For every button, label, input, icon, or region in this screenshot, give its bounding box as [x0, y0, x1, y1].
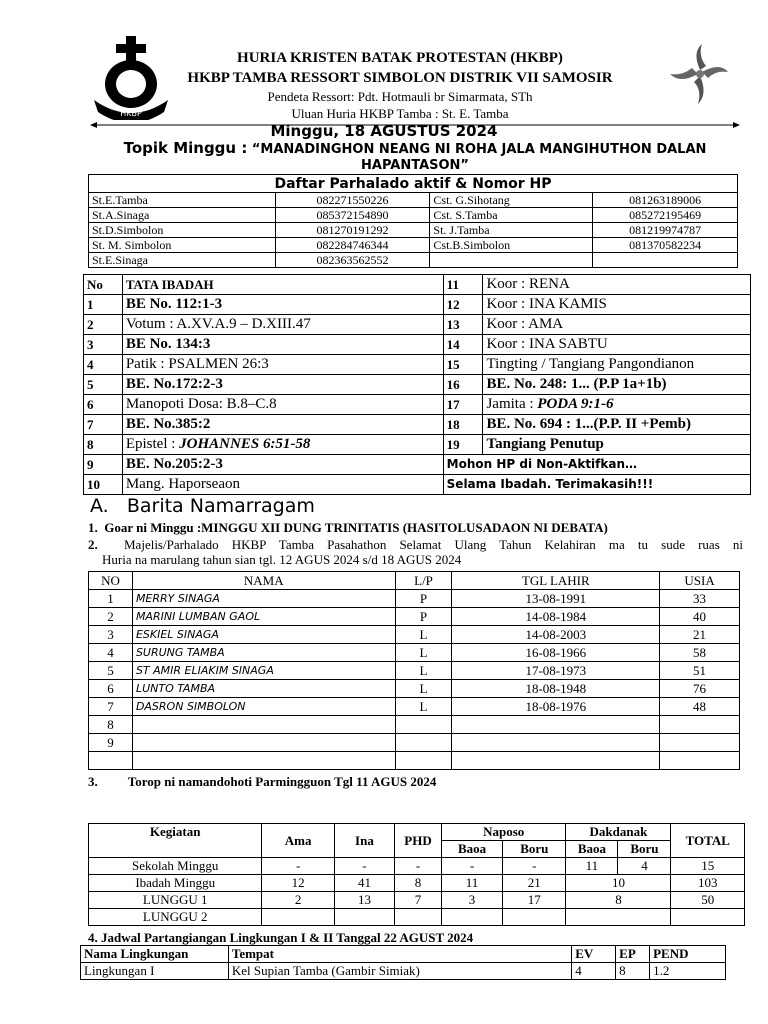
table-row — [84, 435, 751, 455]
table-row — [89, 858, 745, 875]
cell: LUNTO TAMBA — [132, 680, 395, 698]
cell: 21 — [660, 626, 740, 644]
topic-line — [90, 140, 740, 174]
cell: 14-08-1984 — [452, 608, 660, 626]
item-text: BE. No. 248: 1... (P.P 1a+1b) — [483, 375, 751, 395]
cell: Sekolah Minggu — [89, 858, 262, 875]
table-row — [84, 335, 751, 355]
table-row — [89, 716, 740, 734]
torop-text: Torop ni namandohoti Parmingguon Tgl 11 AGUS 2024 — [127, 774, 437, 789]
cell: 7 — [89, 698, 133, 716]
cell: P — [395, 608, 452, 626]
table-row — [89, 662, 740, 680]
cell: 58 — [660, 644, 740, 662]
column-header: Boru — [503, 841, 566, 858]
pendeta-line: Pendeta Ressort: Pdt. Hotmauli br Simarmata, STh — [267, 89, 533, 104]
item-no: 2 — [84, 315, 123, 335]
item-no: 10 — [84, 475, 123, 495]
topic-label: Topik Minggu : — [123, 139, 248, 157]
item-text: Koor : INA KAMIS — [483, 295, 751, 315]
epistel-label: Epistel : — [125, 436, 180, 452]
cell: 2 — [262, 892, 334, 909]
cell: 18-08-1948 — [452, 680, 660, 698]
cell: 21 — [503, 875, 566, 892]
cell: 8 — [616, 963, 650, 980]
cell: 17-08-1973 — [452, 662, 660, 680]
item-no: 6 — [84, 395, 123, 415]
cell: 13-08-1991 — [452, 590, 660, 608]
cell: L — [395, 680, 452, 698]
item-no: 12 — [443, 295, 483, 315]
item-no: 4 — [84, 355, 123, 375]
cell: 081270191292 — [275, 223, 430, 238]
cell: 13 — [334, 892, 394, 909]
cell: 9 — [89, 734, 133, 752]
cell: 085272195469 — [593, 208, 738, 223]
cell: 082271550226 — [275, 193, 430, 208]
table-header-row — [89, 572, 740, 590]
table-row — [89, 909, 745, 926]
cell: 103 — [671, 875, 745, 892]
cell: 1.2 — [650, 963, 726, 980]
item-no: 1 — [84, 295, 123, 315]
parhalado-table — [88, 174, 738, 268]
item-no: 18 — [443, 415, 483, 435]
cell: St.E.Sinaga — [89, 253, 276, 268]
cell — [452, 734, 660, 752]
birthday-table — [88, 571, 740, 770]
cell: L — [395, 644, 452, 662]
cell: SURUNG TAMBA — [132, 644, 395, 662]
table-row — [84, 375, 751, 395]
cell: - — [441, 858, 502, 875]
cell — [132, 716, 395, 734]
table-row — [84, 355, 751, 375]
cell — [503, 909, 566, 926]
table-header-row — [81, 946, 726, 963]
item-text: BE No. 134:3 — [122, 335, 443, 355]
cell: 50 — [671, 892, 745, 909]
item-text: Tangiang Penutup — [483, 435, 751, 455]
cell — [132, 752, 395, 770]
cell — [660, 752, 740, 770]
cell: Cst. G.Sihotang — [430, 193, 593, 208]
majelis-paragraph — [88, 537, 743, 567]
cell — [395, 716, 452, 734]
jamita-verse: PODA 9:1-6 — [537, 396, 614, 412]
majelis-text-1: Majelis/Parhalado HKBP Tamba Pasahathon Selamat Ulang Tahun Kelahiran ma tu sude ruas ni — [124, 537, 743, 552]
cell — [441, 909, 502, 926]
cell: Lingkungan I — [81, 963, 229, 980]
cell — [671, 909, 745, 926]
cell: 8 — [566, 892, 671, 909]
cell: 1 — [89, 590, 133, 608]
section-letter: A. — [90, 495, 109, 517]
torop-line — [88, 774, 436, 790]
cell: 082284746344 — [275, 238, 430, 253]
item-no: 5 — [84, 375, 123, 395]
table-row — [89, 626, 740, 644]
table-row — [84, 415, 751, 435]
column-header: NAMA — [132, 572, 395, 590]
cell: Cst.B.Simbolon — [430, 238, 593, 253]
item-no: 16 — [443, 375, 483, 395]
cell: L — [395, 662, 452, 680]
table-row — [89, 223, 738, 238]
cell: St.E.Tamba — [89, 193, 276, 208]
cell — [89, 752, 133, 770]
cell: LUNGGU 2 — [89, 909, 262, 926]
cell: ST AMIR ELIAKIM SINAGA — [132, 662, 395, 680]
item-no: 3 — [84, 335, 123, 355]
table-row — [84, 395, 751, 415]
church-subtitle: HKBP TAMBA RESSORT SIMBOLON DISTRIK VII SAMOSIR — [187, 70, 613, 86]
item-no: 19 — [443, 435, 483, 455]
cell: 76 — [660, 680, 740, 698]
column-header: Ama — [262, 824, 334, 858]
item-text: BE. No.172:2-3 — [122, 375, 443, 395]
table-row — [89, 734, 740, 752]
item-no: 8 — [84, 435, 123, 455]
table-row — [84, 275, 751, 295]
table-row — [89, 698, 740, 716]
cell: 33 — [660, 590, 740, 608]
column-header: PHD — [395, 824, 442, 858]
cell: 11 — [566, 858, 618, 875]
cell: 17 — [503, 892, 566, 909]
service-date: Minggu, 18 AGUSTUS 2024 — [270, 122, 498, 140]
cell — [452, 752, 660, 770]
goar-line — [88, 520, 608, 536]
jadwal-title: 4. Jadwal Partangiangan Lingkungan I & II Tanggal 22 AGUST 2024 — [88, 930, 474, 945]
cell: St.A.Sinaga — [89, 208, 276, 223]
item-text: Patik : PSALMEN 26:3 — [122, 355, 443, 375]
item-no: 11 — [443, 275, 483, 295]
column-header: EP — [616, 946, 650, 963]
cell: 11 — [441, 875, 502, 892]
cell: 081370582234 — [593, 238, 738, 253]
cell: - — [262, 858, 334, 875]
cell: - — [503, 858, 566, 875]
cell: ESKIEL SINAGA — [132, 626, 395, 644]
jamita-label: Jamita : — [486, 396, 538, 412]
cell: 15 — [671, 858, 745, 875]
table-row — [89, 644, 740, 662]
cell: Cst. S.Tamba — [430, 208, 593, 223]
logo-text: HKBP — [120, 109, 142, 118]
cell: 081263189006 — [593, 193, 738, 208]
cell: DASRON SIMBOLON — [132, 698, 395, 716]
table-row — [89, 680, 740, 698]
table-row — [89, 752, 740, 770]
item-no: 14 — [443, 335, 483, 355]
cell: L — [395, 698, 452, 716]
cell: 081219974787 — [593, 223, 738, 238]
table-row — [84, 475, 751, 495]
majelis-text-2: Huria na marulang tahun sian tgl. 12 AGUS 2024 s/d 18 AGUS 2024 — [102, 552, 462, 567]
cell: 2 — [89, 608, 133, 626]
topic-text: “MANADINGHON NEANG NI ROHA JALA MANGIHUTHON DALAN HAPANTASON” — [251, 142, 707, 173]
cell: 3 — [441, 892, 502, 909]
item-text: BE. No.205:2-3 — [122, 455, 443, 475]
cell — [334, 909, 394, 926]
cell: 8 — [89, 716, 133, 734]
table-row — [89, 875, 745, 892]
table-header-row — [89, 824, 745, 841]
cell: Kel Supian Tamba (Gambir Simiak) — [228, 963, 571, 980]
cell: 51 — [660, 662, 740, 680]
cell: 14-08-2003 — [452, 626, 660, 644]
cell: 4 — [618, 858, 671, 875]
cell: 082363562552 — [275, 253, 430, 268]
section-heading — [90, 495, 315, 517]
table-row — [84, 295, 751, 315]
cell: 7 — [395, 892, 442, 909]
note-terimakasih: Selama Ibadah. Terimakasih!!! — [443, 475, 750, 495]
cell: LUNGGU 1 — [89, 892, 262, 909]
column-header: Boru — [618, 841, 671, 858]
cell: 48 — [660, 698, 740, 716]
table-row — [89, 590, 740, 608]
cell: 085372154890 — [275, 208, 430, 223]
cell — [132, 734, 395, 752]
header-tata-ibadah: TATA IBADAH — [122, 275, 443, 295]
cell: 3 — [89, 626, 133, 644]
item-no: 7 — [84, 415, 123, 435]
table-row — [84, 315, 751, 335]
goar-text: Goar ni Minggu :MINGGU XII DUNG TRINITATIS (HASITOLUSADAON NI DEBATA) — [104, 520, 608, 535]
item-no: 1. — [88, 520, 98, 535]
item-no: 9 — [84, 455, 123, 475]
item-no: 17 — [443, 395, 483, 415]
cell: 5 — [89, 662, 133, 680]
section-title: Barita Namarragam — [126, 495, 315, 517]
cell: - — [395, 858, 442, 875]
epistel-verse: JOHANNES 6:51-58 — [179, 436, 311, 452]
cell — [395, 909, 442, 926]
cell: Ibadah Minggu — [89, 875, 262, 892]
table-row — [89, 208, 738, 223]
cell — [395, 752, 452, 770]
item-text: Koor : AMA — [483, 315, 751, 335]
cell: MARINI LUMBAN GAOL — [132, 608, 395, 626]
table-row — [89, 608, 740, 626]
cell: 4 — [572, 963, 616, 980]
cell — [593, 253, 738, 268]
cell: L — [395, 626, 452, 644]
cell: St. J.Tamba — [430, 223, 593, 238]
table-row — [84, 455, 751, 475]
cell: 4 — [89, 644, 133, 662]
column-header: USIA — [660, 572, 740, 590]
table-row — [89, 892, 745, 909]
column-header: EV — [572, 946, 616, 963]
column-header: PEND — [650, 946, 726, 963]
cell: St.D.Simbolon — [89, 223, 276, 238]
cell: 16-08-1966 — [452, 644, 660, 662]
cell: - — [334, 858, 394, 875]
cell: 6 — [89, 680, 133, 698]
column-header: Dakdanak — [566, 824, 671, 841]
cell: 41 — [334, 875, 394, 892]
item-text: Tingting / Tangiang Pangondianon — [483, 355, 751, 375]
cell: 12 — [262, 875, 334, 892]
cell: St. M. Simbolon — [89, 238, 276, 253]
item-text: BE No. 112:1-3 — [122, 295, 443, 315]
header-no: No — [84, 275, 123, 295]
column-header: Ina — [334, 824, 394, 858]
column-header: Nama Lingkungan — [81, 946, 229, 963]
item-no: 3. — [88, 774, 98, 789]
item-text: Koor : INA SABTU — [483, 335, 751, 355]
parhalado-title: Daftar Parhalado aktif & Nomor HP — [89, 175, 738, 193]
cell: P — [395, 590, 452, 608]
cell: MERRY SINAGA — [132, 590, 395, 608]
cell — [395, 734, 452, 752]
cell — [452, 716, 660, 734]
column-header: L/P — [395, 572, 452, 590]
column-header: Naposo — [441, 824, 565, 841]
item-text: Mang. Haporseaon — [122, 475, 443, 495]
cell: 40 — [660, 608, 740, 626]
cell — [430, 253, 593, 268]
table-row — [81, 963, 726, 980]
column-header: Baoa — [566, 841, 618, 858]
cell: 10 — [566, 875, 671, 892]
item-text: BE. No.385:2 — [122, 415, 443, 435]
note-hp: Mohon HP di Non-Aktifkan… — [443, 455, 750, 475]
church-title: HURIA KRISTEN BATAK PROTESTAN (HKBP) — [237, 50, 563, 66]
column-header: TOTAL — [671, 824, 745, 858]
item-text: Koor : RENA — [483, 275, 751, 295]
item-no: 13 — [443, 315, 483, 335]
tata-ibadah-table — [83, 274, 751, 495]
column-header: Tempat — [228, 946, 571, 963]
cell — [660, 716, 740, 734]
cell — [566, 909, 671, 926]
item-no: 15 — [443, 355, 483, 375]
uluan-line: Uluan Huria HKBP Tamba : St. E. Tamba — [291, 106, 509, 121]
table-row — [89, 193, 738, 208]
column-header: TGL LAHIR — [452, 572, 660, 590]
column-header: Kegiatan — [89, 824, 262, 858]
attendance-table — [88, 823, 745, 926]
cell: 8 — [395, 875, 442, 892]
item-text — [483, 395, 751, 415]
lingkungan-table — [80, 945, 726, 980]
table-row — [89, 238, 738, 253]
item-no: 2. — [88, 537, 98, 552]
item-text: Votum : A.XV.A.9 – D.XIII.47 — [122, 315, 443, 335]
table-row — [89, 253, 738, 268]
column-header: Baoa — [441, 841, 502, 858]
cell: 18-08-1976 — [452, 698, 660, 716]
item-text: Manopoti Dosa: B.8–C.8 — [122, 395, 443, 415]
cell — [262, 909, 334, 926]
cell — [660, 734, 740, 752]
item-text: BE. No. 694 : 1...(P.P. II +Pemb) — [483, 415, 751, 435]
column-header: NO — [89, 572, 133, 590]
item-text — [122, 435, 443, 455]
ornament-logo — [662, 40, 738, 110]
